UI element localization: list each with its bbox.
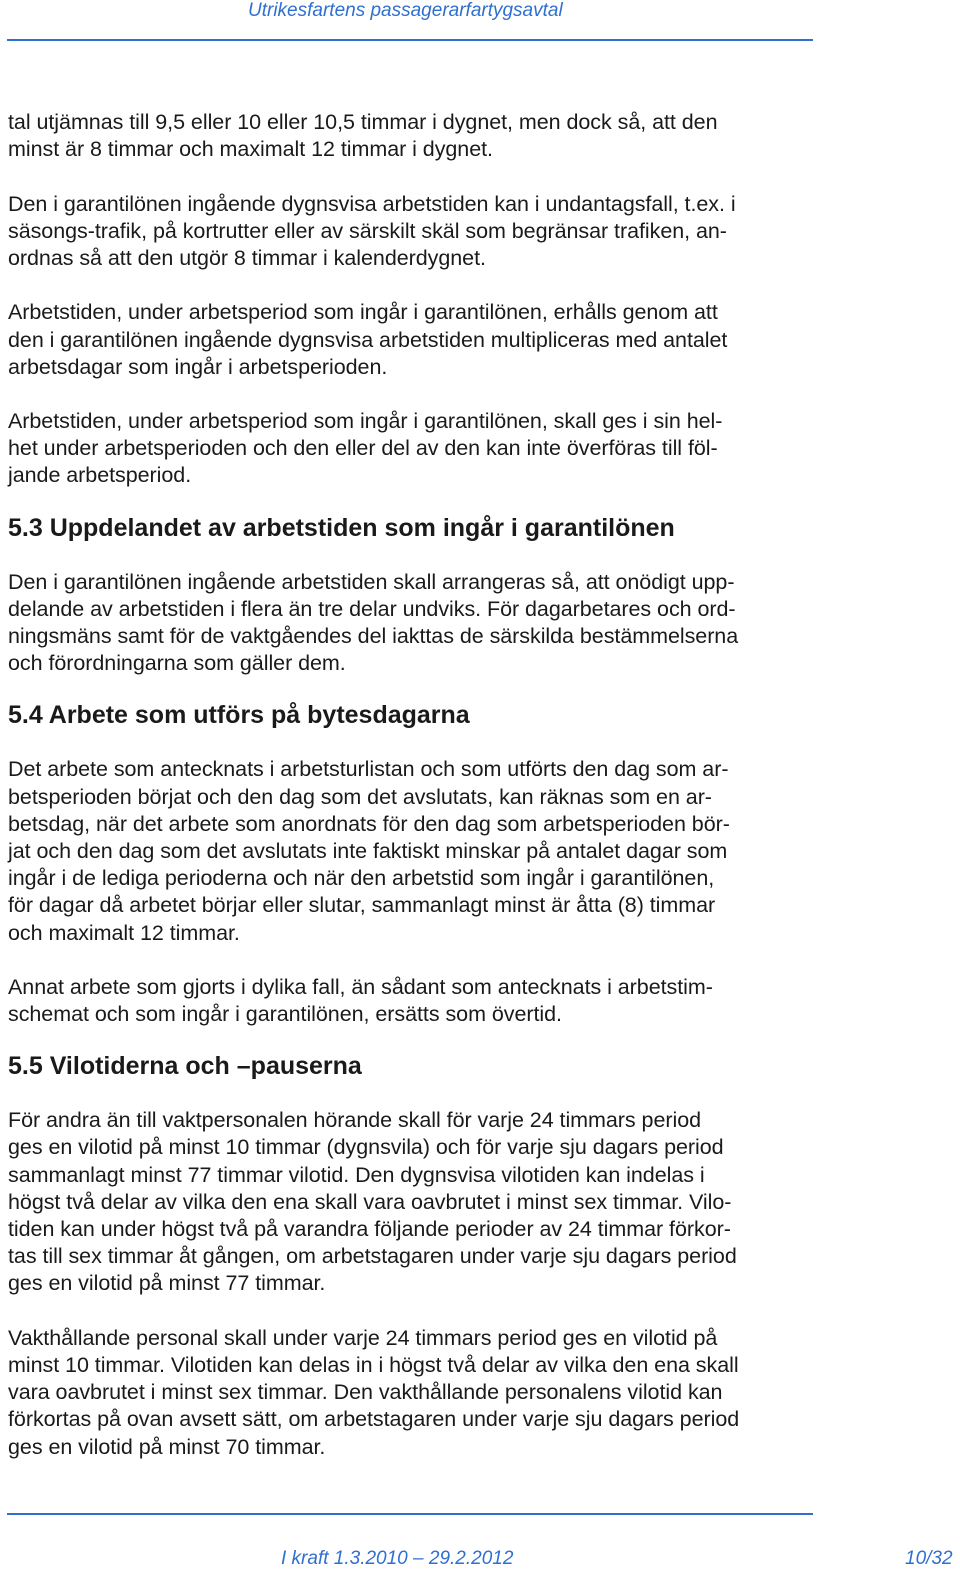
paragraph: [8, 191, 823, 273]
text-line: tiden kan under högst två på varandra följande perioder av 24 timmar förkor-: [8, 1217, 731, 1241]
heading-spacer: [8, 1081, 823, 1107]
section-heading: 5.3 Uppdelandet av arbetstiden som ingår i garantilönen: [8, 513, 675, 542]
paragraph-spacer: [8, 163, 823, 190]
text-line: sammanlagt minst 77 timmar vilotid. Den dygnsvisa vilotiden kan indelas i: [8, 1162, 705, 1187]
text-line: minst är 8 timmar och maximalt 12 timmar i dygnet.: [8, 137, 493, 162]
section-heading: 5.5 Vilotiderna och –pauserna: [8, 1052, 362, 1081]
text-line: ingår i de lediga perioderna och när den arbetstid som ingår i garantilönen,: [8, 866, 715, 891]
paragraph: [8, 569, 823, 678]
text-line: Arbetstiden, under arbetsperiod som ingår i garantilönen, erhålls genom att: [8, 300, 718, 325]
header-divider: [7, 39, 813, 41]
text-line: betsdag, när det arbete som anordnats för den dag som arbetsperioden bör-: [8, 811, 730, 836]
text-line: jat och den dag som det avslutats inte faktiskt minskar på antalet dagar som: [8, 838, 728, 863]
paragraph-spacer: [8, 947, 823, 974]
section-heading: 5.4 Arbete som utförs på bytesdagarna: [8, 701, 470, 730]
footer-page-number: 10/32: [905, 1548, 953, 1569]
heading-spacer: [8, 543, 823, 569]
text-line: den i garantilönen ingående dygnsvisa arbetstiden multipliceras med antalet: [8, 327, 728, 352]
heading-spacer: [8, 677, 823, 700]
text-line: och förordningarna som gäller dem.: [8, 651, 346, 676]
heading-spacer: [8, 1028, 823, 1051]
footer-validity-period: I kraft 1.3.2010 – 29.2.2012: [281, 1548, 514, 1569]
paragraph: [8, 109, 823, 163]
paragraph: [8, 756, 823, 946]
paragraph: [8, 1107, 823, 1297]
paragraph: [8, 974, 823, 1028]
document-header-title: Utrikesfartens passagerarfartygsavtal: [248, 0, 563, 21]
text-line: Den i garantilönen ingående arbetstiden skall arrangeras så, att onödigt upp-: [8, 569, 735, 594]
text-line: Vakthållande personal skall under varje 24 timmars period ges en vilotid på: [8, 1325, 718, 1350]
text-line: Arbetstiden, under arbetsperiod som ingår i garantilönen, skall ges i sin hel-: [8, 409, 723, 434]
paragraph-spacer: [8, 1298, 823, 1325]
document-body: [8, 109, 823, 1461]
text-line: säsongs-trafik, på kortrutter eller av särskilt skäl som begränsar trafiken, an-: [8, 218, 727, 243]
text-line: ges en vilotid på minst 77 timmar.: [8, 1271, 326, 1296]
text-line: vara oavbrutet i minst sex timmar. Den vakthållande personalens vilotid kan: [8, 1380, 723, 1405]
paragraph: [8, 408, 823, 490]
paragraph: [8, 1325, 823, 1461]
text-line: schemat och som ingår i garantilönen, ersätts som övertid.: [8, 1002, 562, 1027]
text-line: delande av arbetstiden i flera än tre delar undviks. För dagarbetares och ord-: [8, 596, 736, 621]
text-line: för dagar då arbetet börjar eller slutar, sammanlagt minst är åtta (8) timmar: [8, 893, 716, 918]
text-line: ges en vilotid på minst 10 timmar (dygnsvila) och för varje sju dagars period: [8, 1135, 724, 1160]
text-line: Annat arbete som gjorts i dylika fall, än sådant som antecknats i arbetstim-: [8, 974, 713, 999]
text-line: minst 10 timmar. Vilotiden kan delas in i högst två delar av vilka den ena skall: [8, 1352, 739, 1377]
text-line: Det arbete som antecknats i arbetsturlistan och som utförts den dag som ar-: [8, 757, 729, 782]
text-line: ges en vilotid på minst 70 timmar.: [8, 1434, 326, 1459]
text-line: arbetsdagar som ingår i arbetsperioden.: [8, 354, 388, 379]
heading-spacer: [8, 490, 823, 513]
text-line: tas till sex timmar åt gången, om arbetstagaren under varje sju dagars period: [8, 1244, 737, 1269]
text-line: ordnas så att den utgör 8 timmar i kalenderdygnet.: [8, 245, 486, 270]
text-line: jande arbetsperiod.: [8, 463, 192, 488]
text-line: förkortas på ovan avsett sätt, om arbetstagaren under varje sju dagars period: [8, 1407, 740, 1432]
paragraph-spacer: [8, 272, 823, 299]
text-line: högst två delar av vilka den ena skall vara oavbrutet i minst sex timmar. Vilo-: [8, 1189, 732, 1214]
text-line: tal utjämnas till 9,5 eller 10 eller 10,5 timmar i dygnet, men dock så, att den: [8, 110, 718, 134]
text-line: het under arbetsperioden och den eller del av den kan inte överföras till föl-: [8, 436, 718, 461]
paragraph-spacer: [8, 381, 823, 408]
text-line: ningsmäns samt för de vaktgåendes del iakttas de särskilda bestämmelserna: [8, 624, 739, 648]
paragraph: [8, 299, 823, 381]
text-line: och maximalt 12 timmar.: [8, 920, 240, 945]
footer-divider: [7, 1513, 813, 1515]
text-line: För andra än till vaktpersonalen hörande skall för varje 24 timmars period: [8, 1108, 702, 1133]
text-line: Den i garantilönen ingående dygnsvisa arbetstiden kan i undantagsfall, t.ex. i: [8, 191, 736, 216]
text-line: betsperioden börjat och den dag som det avslutats, kan räknas som en ar-: [8, 784, 712, 809]
heading-spacer: [8, 730, 823, 756]
